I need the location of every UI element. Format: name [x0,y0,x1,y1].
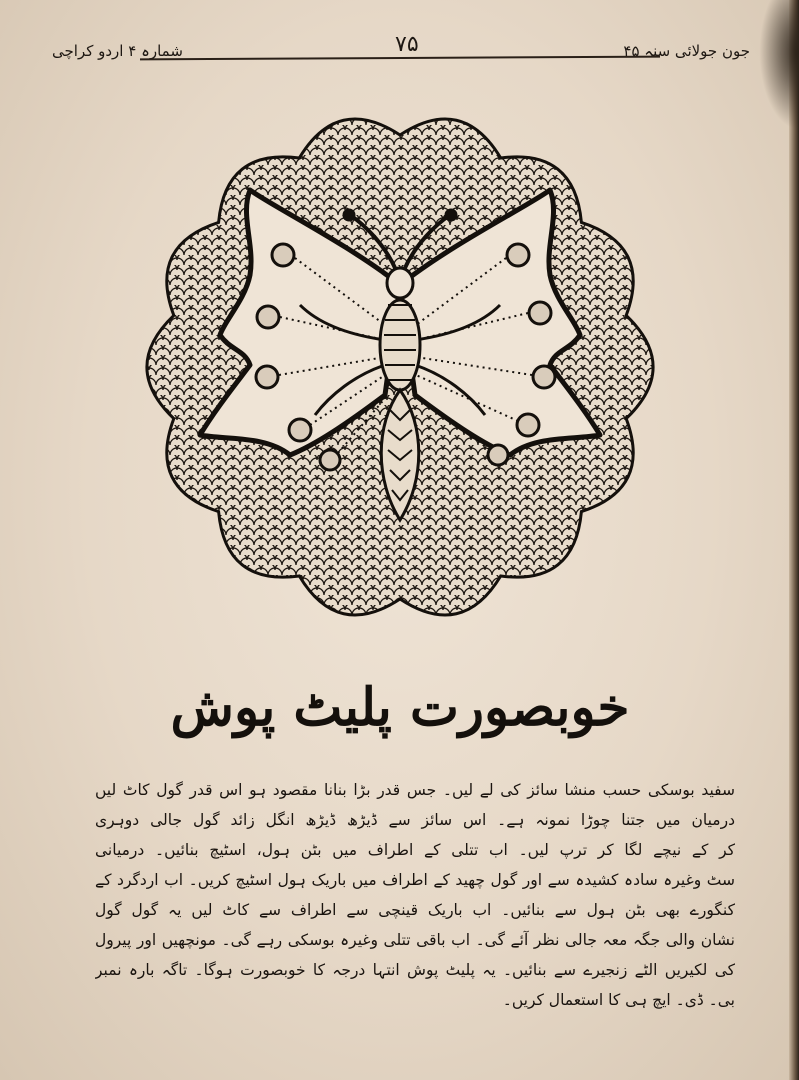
butterfly-illustration [100,95,700,640]
page-shadow [759,0,799,130]
body-line: سٹ وغیرہ سادہ کشیدہ سے اور گول چھید کے اطراف میں باریک ہول اسٹیچ کریں۔ اب اردگرد کے [95,871,735,889]
header-date: جون جولائی سنہ ۴۵ [623,42,750,60]
body-line: سفید بوسکی حسب منشا سائز کی لے لیں۔ جس قدر بڑا بنانا مقصود ہو اس قدر گول کاٹ لیں [95,781,735,799]
page-number: ۷۵ [395,32,419,57]
article-body [95,775,735,1035]
page-binding-edge [789,0,799,1080]
header-magazine-issue: شمارہ ۴ اردو کراچی [52,42,183,60]
running-header [40,30,760,70]
body-line: نشان والی جگہ معہ جالی نظر آئے گی۔ اب باقی تتلی وغیرہ بوسکی رہے گی۔ مونچھیں اور پیرول [95,931,735,949]
body-line: کنگورے بھی بٹن ہول سے بنائیں۔ اب باریک قینچی سے اطراف سے کاٹ لیں یہ گول گول [95,901,735,919]
body-line: کی لکیریں الٹے زنجیرے سے بنائیں۔ یہ پلیٹ پوش انتہا درجہ کا خوبصورت ہوگا۔ تاگہ بارہ نمبر [95,961,735,979]
body-line: درمیان میں جتنا چوڑا نمونہ ہے۔ اس سائز سے ڈیڑھ ڈیڑھ انگل زائد گول جالی دوہری [95,811,735,829]
body-line: بی۔ ڈی۔ ایچ ہی کا استعمال کریں۔ [502,991,735,1009]
body-line: کر کے نیچے لگا کر ترپ لیں۔ اب تتلی کے اطراف میں بٹن ہول، اسٹیچ بنائیں۔ درمیانی [95,841,735,859]
article-title: خوبصورت پلیٹ پوش [170,677,630,738]
